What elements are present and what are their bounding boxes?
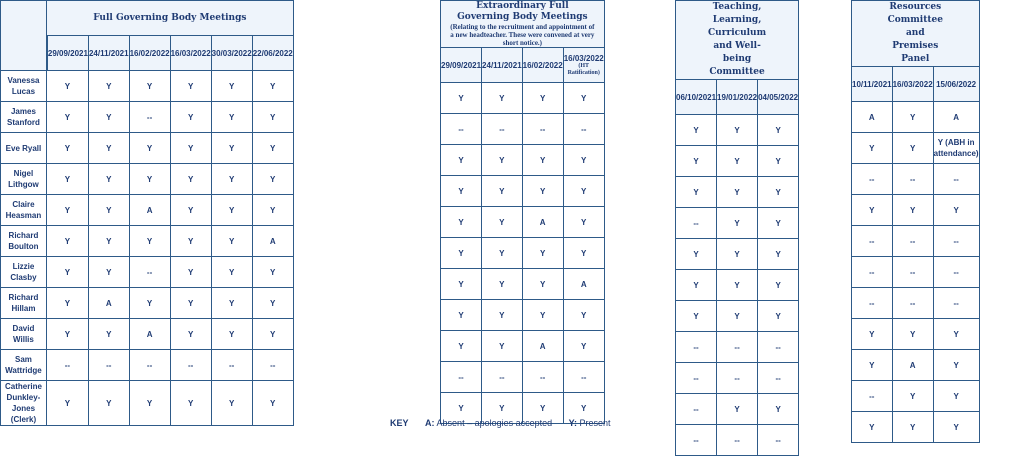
attendance-cell: Y — [171, 133, 212, 164]
attendance-cell: Y — [482, 300, 523, 331]
member-name: Richard Boulton — [0, 226, 47, 257]
date-header — [758, 80, 799, 115]
attendance-cell: Y — [253, 71, 294, 102]
attendance-cell: -- — [523, 114, 564, 145]
table-row — [851, 381, 980, 412]
attendance-cell: A — [89, 288, 130, 319]
attendance-cell: Y — [253, 195, 294, 226]
group-title: Full Governing Body Meetings — [93, 13, 247, 23]
absent-text: Absent – apologies accepted — [436, 418, 553, 428]
attendance-cell: Y — [212, 288, 253, 319]
attendance-cell: Y — [523, 393, 564, 424]
attendance-cell: Y — [440, 393, 482, 424]
attendance-cell: Y — [130, 381, 171, 426]
table-row — [851, 102, 980, 133]
table-row — [851, 319, 980, 350]
attendance-cell: -- — [440, 114, 482, 145]
attendance-cell: Y — [47, 319, 89, 350]
attendance-cell: Y — [440, 269, 482, 300]
table-row — [440, 145, 605, 176]
attendance-cell: -- — [89, 350, 130, 381]
date-header — [934, 67, 980, 102]
member-name: Catherine Dunkley-Jones (Clerk) — [0, 381, 47, 426]
attendance-cell: Y — [47, 164, 89, 195]
attendance-cell: Y — [675, 146, 717, 177]
attendance-cell: Y — [47, 226, 89, 257]
meeting-date: 04/05/2022 — [758, 92, 799, 102]
attendance-cell: -- — [675, 208, 717, 239]
attendance-cell: Y — [47, 381, 89, 426]
attendance-cell: Y — [212, 257, 253, 288]
attendance-cell: Y — [253, 381, 294, 426]
attendance-cell: Y — [171, 319, 212, 350]
attendance-cell: Y — [89, 164, 130, 195]
attendance-cell: Y — [758, 208, 799, 239]
table-row — [675, 270, 799, 301]
table-row — [440, 176, 605, 207]
attendance-cell: Y — [440, 207, 482, 238]
table-row — [440, 331, 605, 362]
attendance-cell: Y — [212, 133, 253, 164]
attendance-cell: -- — [253, 350, 294, 381]
attendance-cell: Y — [523, 83, 564, 114]
table-row — [675, 239, 799, 270]
attendance-cell: Y — [482, 269, 523, 300]
attendance-cell: -- — [564, 114, 605, 145]
table-row — [440, 362, 605, 393]
attendance-cell: Y — [89, 71, 130, 102]
attendance-cell: -- — [482, 362, 523, 393]
attendance-cell: Y — [934, 319, 980, 350]
meeting-date: 19/01/2022 — [717, 92, 758, 102]
attendance-cell: -- — [851, 288, 893, 319]
meeting-date: 22/06/2022 — [252, 48, 293, 58]
attendance-cell: Y — [893, 381, 934, 412]
attendance-cell: Y — [171, 164, 212, 195]
attendance-cell: Y — [47, 257, 89, 288]
attendance-cell: Y — [934, 350, 980, 381]
meeting-date: 10/11/2021 — [852, 79, 892, 89]
attendance-cell: Y — [171, 381, 212, 426]
date-header — [47, 36, 89, 71]
attendance-cell: -- — [212, 350, 253, 381]
table-row — [851, 350, 980, 381]
attendance-cell: Y — [717, 394, 758, 425]
attendance-cell: Y — [212, 319, 253, 350]
attendance-cell: Y — [440, 145, 482, 176]
present-text: Present — [579, 418, 611, 428]
meeting-date: 24/11/2021 — [482, 60, 522, 70]
attendance-table-3 — [675, 0, 799, 456]
group-title: Resources Committee and Premises Panel — [887, 2, 943, 64]
attendance-cell: -- — [893, 164, 934, 195]
attendance-cell: Y — [564, 207, 605, 238]
attendance-cell: A — [130, 319, 171, 350]
attendance-cell: Y — [851, 133, 893, 164]
table-row — [851, 226, 980, 257]
attendance-cell: Y — [523, 269, 564, 300]
attendance-cell: Y — [89, 257, 130, 288]
attendance-cell: Y — [564, 393, 605, 424]
attendance-cell: A — [934, 102, 980, 133]
absent-code: A: — [425, 418, 435, 428]
attendance-cell: Y — [675, 301, 717, 332]
meeting-date: 24/11/2021 — [88, 48, 129, 58]
attendance-cell: -- — [717, 363, 758, 394]
attendance-cell: -- — [717, 332, 758, 363]
attendance-table-2 — [440, 0, 605, 424]
attendance-cell: Y — [564, 238, 605, 269]
table-row — [851, 133, 980, 164]
attendance-cell: Y — [675, 115, 717, 146]
attendance-cell: Y — [171, 195, 212, 226]
attendance-cell: Y — [89, 195, 130, 226]
table-row — [440, 269, 605, 300]
attendance-cell: Y — [440, 83, 482, 114]
attendance-cell: -- — [934, 257, 980, 288]
table-row — [851, 412, 980, 443]
table-row — [675, 177, 799, 208]
group-header — [440, 0, 605, 48]
attendance-cell: Y — [758, 270, 799, 301]
attendance-cell: Y — [47, 195, 89, 226]
member-name: Vanessa Lucas — [0, 71, 47, 102]
attendance-cell: Y — [717, 239, 758, 270]
meeting-date: 16/02/2022 — [129, 48, 170, 58]
attendance-cell: Y — [675, 177, 717, 208]
attendance-cell: -- — [934, 288, 980, 319]
meeting-date: 16/03/2022 — [563, 53, 604, 63]
attendance-cell: -- — [851, 226, 893, 257]
attendance-cell: Y — [482, 145, 523, 176]
member-name: Sam Wattridge — [0, 350, 47, 381]
attendance-cell: Y — [212, 102, 253, 133]
attendance-table-4 — [851, 0, 980, 443]
attendance-cell: Y — [171, 226, 212, 257]
attendance-cell: Y — [482, 331, 523, 362]
date-header — [523, 48, 564, 83]
meeting-date: 16/03/2022 — [892, 79, 933, 89]
attendance-cell: Y — [675, 239, 717, 270]
attendance-cell: -- — [758, 425, 799, 456]
attendance-cell: -- — [893, 257, 934, 288]
meeting-date: 29/09/2021 — [47, 48, 88, 58]
date-header — [212, 36, 253, 71]
attendance-cell: Y — [253, 257, 294, 288]
attendance-cell: Y — [47, 102, 89, 133]
attendance-table-1 — [0, 0, 294, 426]
attendance-cell: -- — [675, 425, 717, 456]
date-header — [130, 36, 171, 71]
table-row — [440, 114, 605, 145]
attendance-cell: Y — [893, 319, 934, 350]
attendance-cell: Y — [482, 207, 523, 238]
attendance-cell: Y — [212, 226, 253, 257]
attendance-cell: Y — [564, 331, 605, 362]
table-row — [0, 381, 294, 426]
attendance-cell: Y — [482, 83, 523, 114]
meeting-date: 30/03/2022 — [211, 48, 252, 58]
attendance-cell: -- — [440, 362, 482, 393]
attendance-cell: Y — [675, 270, 717, 301]
attendance-cell: Y — [758, 301, 799, 332]
table-row — [0, 195, 294, 226]
table-row — [0, 133, 294, 164]
attendance-cell: A — [253, 226, 294, 257]
attendance-cell: Y — [934, 412, 980, 443]
attendance-cell: Y — [89, 319, 130, 350]
attendance-cell: -- — [47, 350, 89, 381]
attendance-cell: Y — [717, 146, 758, 177]
attendance-cell: Y — [758, 146, 799, 177]
attendance-cell: Y — [130, 164, 171, 195]
table-row — [0, 164, 294, 195]
attendance-cell: Y — [171, 102, 212, 133]
attendance-cell: -- — [893, 288, 934, 319]
attendance-cell: Y — [89, 102, 130, 133]
attendance-cell: Y — [851, 195, 893, 226]
group-header — [675, 0, 799, 80]
group-title: Extraordinary Full Governing Body Meetings — [457, 1, 588, 22]
attendance-cell: Y — [717, 301, 758, 332]
group-title: Teaching, Learning, Curriculum and Well-being Committee — [708, 2, 767, 77]
attendance-cell: Y — [717, 177, 758, 208]
table-row — [851, 164, 980, 195]
attendance-cell: Y — [893, 195, 934, 226]
attendance-cell: Y — [212, 164, 253, 195]
attendance-cell: Y — [130, 133, 171, 164]
attendance-cell: Y (ABH in attendance) — [934, 133, 980, 164]
attendance-cell: Y — [523, 238, 564, 269]
table-row — [0, 102, 294, 133]
date-header — [482, 48, 523, 83]
name-header-cell — [0, 0, 47, 71]
attendance-cell: Y — [758, 394, 799, 425]
meeting-date: 16/02/2022 — [522, 60, 563, 70]
attendance-cell: -- — [934, 226, 980, 257]
attendance-cell: Y — [523, 300, 564, 331]
table-row — [675, 394, 799, 425]
table-row — [675, 115, 799, 146]
attendance-cell: Y — [440, 331, 482, 362]
attendance-cell: Y — [851, 412, 893, 443]
attendance-cell: Y — [171, 288, 212, 319]
attendance-cell: -- — [675, 332, 717, 363]
attendance-cell: A — [523, 207, 564, 238]
table-row — [851, 288, 980, 319]
attendance-cell: -- — [523, 362, 564, 393]
date-header — [717, 80, 758, 115]
attendance-cell: -- — [171, 350, 212, 381]
key-legend — [390, 418, 625, 428]
attendance-cell: Y — [717, 115, 758, 146]
member-name: James Stanford — [0, 102, 47, 133]
group-subtitle: (Relating to the recruitment and appointment of a new headteacher. These were convened at very short notice.) — [450, 23, 595, 47]
attendance-cell: -- — [851, 381, 893, 412]
attendance-cell: -- — [851, 164, 893, 195]
table-row — [440, 300, 605, 331]
attendance-cell: -- — [717, 425, 758, 456]
attendance-cell: Y — [482, 176, 523, 207]
meeting-date: 29/09/2021 — [441, 60, 482, 70]
date-header — [564, 48, 605, 83]
attendance-cell: Y — [253, 319, 294, 350]
attendance-cell: Y — [253, 164, 294, 195]
attendance-cell: Y — [89, 381, 130, 426]
attendance-cell: Y — [89, 133, 130, 164]
table-row — [440, 238, 605, 269]
date-header — [675, 80, 717, 115]
attendance-cell: Y — [171, 71, 212, 102]
table-row — [0, 288, 294, 319]
table-row — [675, 146, 799, 177]
member-name: Claire Heasman — [0, 195, 47, 226]
member-name: Nigel Lithgow — [0, 164, 47, 195]
attendance-cell: Y — [47, 133, 89, 164]
member-name: Richard Hillam — [0, 288, 47, 319]
attendance-cell: A — [564, 269, 605, 300]
attendance-cell: Y — [130, 71, 171, 102]
key-label: KEY — [390, 418, 409, 428]
attendance-cell: Y — [212, 381, 253, 426]
attendance-cell: -- — [851, 257, 893, 288]
attendance-cell: Y — [440, 238, 482, 269]
meeting-date: 15/06/2022 — [936, 79, 977, 89]
attendance-cell: Y — [482, 393, 523, 424]
attendance-cell: Y — [758, 115, 799, 146]
attendance-cell: A — [893, 350, 934, 381]
attendance-cell: Y — [482, 238, 523, 269]
meeting-date: 06/10/2021 — [676, 92, 717, 102]
attendance-cell: Y — [717, 208, 758, 239]
attendance-cell: Y — [758, 177, 799, 208]
group-header — [47, 0, 294, 36]
attendance-cell: Y — [851, 319, 893, 350]
attendance-cell: Y — [717, 270, 758, 301]
attendance-cell: -- — [130, 350, 171, 381]
attendance-cell: Y — [893, 133, 934, 164]
member-name: David Willis — [0, 319, 47, 350]
attendance-cell: Y — [212, 195, 253, 226]
attendance-cell: -- — [130, 257, 171, 288]
table-row — [0, 71, 294, 102]
attendance-cell: -- — [130, 102, 171, 133]
attendance-cell: Y — [564, 83, 605, 114]
attendance-cell: Y — [564, 145, 605, 176]
attendance-cell: -- — [934, 164, 980, 195]
attendance-cell: Y — [440, 176, 482, 207]
attendance-cell: Y — [440, 300, 482, 331]
date-header — [89, 36, 130, 71]
attendance-cell: Y — [523, 145, 564, 176]
attendance-cell: Y — [934, 195, 980, 226]
table-row — [440, 207, 605, 238]
date-header — [253, 36, 294, 71]
table-row — [675, 363, 799, 394]
attendance-cell: Y — [171, 257, 212, 288]
present-code: Y: — [568, 418, 577, 428]
table-row — [0, 257, 294, 288]
table-row — [675, 208, 799, 239]
attendance-cell: Y — [851, 350, 893, 381]
attendance-cell: A — [851, 102, 893, 133]
table-row — [851, 195, 980, 226]
attendance-cell: -- — [758, 332, 799, 363]
table-row — [0, 350, 294, 381]
attendance-cell: Y — [212, 71, 253, 102]
attendance-cell: Y — [47, 288, 89, 319]
date-header — [440, 48, 482, 83]
attendance-cell: Y — [47, 71, 89, 102]
table-row — [675, 425, 799, 456]
table-row — [0, 226, 294, 257]
attendance-cell: Y — [564, 300, 605, 331]
meeting-date: 16/03/2022 — [170, 48, 211, 58]
attendance-cell: -- — [758, 363, 799, 394]
attendance-cell: Y — [564, 176, 605, 207]
attendance-cell: Y — [253, 133, 294, 164]
attendance-cell: Y — [758, 239, 799, 270]
date-header — [851, 67, 893, 102]
attendance-cell: Y — [893, 102, 934, 133]
attendance-cell: Y — [934, 381, 980, 412]
table-row — [675, 332, 799, 363]
date-header — [171, 36, 212, 71]
member-name: Eve Ryall — [0, 133, 47, 164]
table-row — [440, 83, 605, 114]
attendance-cell: -- — [482, 114, 523, 145]
member-name: Lizzie Clasby — [0, 257, 47, 288]
attendance-cell: Y — [253, 102, 294, 133]
date-header — [893, 67, 934, 102]
attendance-cell: Y — [253, 288, 294, 319]
table-row — [0, 319, 294, 350]
attendance-cell: Y — [130, 226, 171, 257]
attendance-cell: -- — [675, 363, 717, 394]
attendance-cell: -- — [675, 394, 717, 425]
attendance-cell: Y — [130, 288, 171, 319]
date-note: (HT Ratification) — [567, 62, 600, 76]
attendance-cell: -- — [564, 362, 605, 393]
attendance-cell: Y — [893, 412, 934, 443]
attendance-cell: -- — [893, 226, 934, 257]
group-header — [851, 0, 980, 67]
table-row — [851, 257, 980, 288]
attendance-cell: Y — [523, 176, 564, 207]
attendance-cell: Y — [89, 226, 130, 257]
attendance-cell: A — [130, 195, 171, 226]
table-row — [675, 301, 799, 332]
attendance-cell: A — [523, 331, 564, 362]
